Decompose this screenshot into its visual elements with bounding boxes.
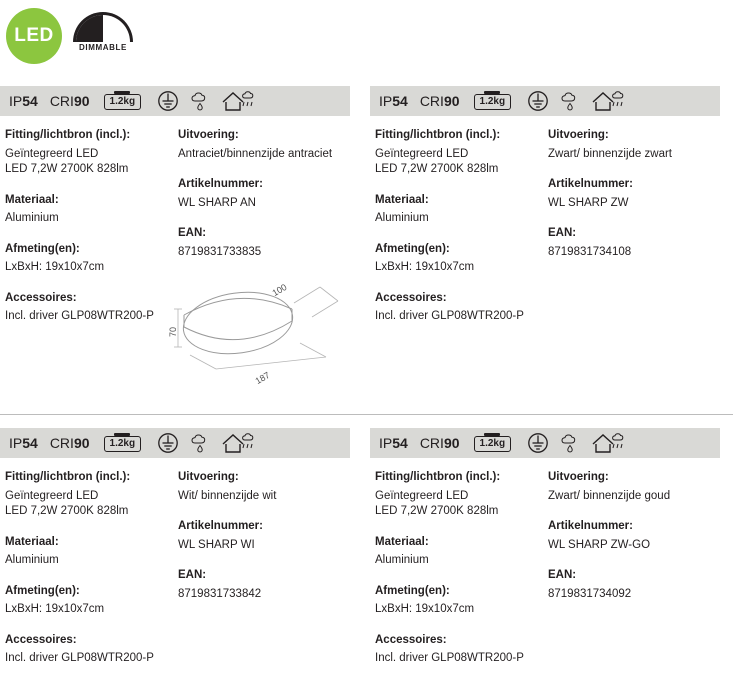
weight-value: 1.2kg [109,438,136,449]
field-accessoires: Accessoires: Incl. driver GLP08WTR200-P [5,291,154,323]
field-ean: EAN: 8719831734108 [548,227,632,258]
badge-row [0,0,733,72]
ip54-water-drop-icon [561,433,579,453]
dimmable-badge [68,12,138,60]
panel-column-left [5,470,170,682]
indoor-outdoor-house-icon [591,432,625,454]
drawing-dim-depth: 100 [270,281,289,299]
class-1-earth-icon [527,90,549,112]
field-artikelnummer: Artikelnummer: WL SHARP AN [178,178,263,209]
weight-icon [474,436,512,452]
field-fitting: Fitting/lichtbron (incl.): Geïntegreerd LED LED 7,2W 2700K 828lm [5,128,170,178]
field-accessoires: Accessoires: Incl. driver GLP08WTR200-P [375,633,524,665]
cri-rating: CRI90 [49,93,90,109]
field-fitting-value: Geïntegreerd LED LED 7,2W 2700K 828lm [375,147,499,176]
weight-icon [104,94,142,110]
panel-column-right [178,470,350,617]
led-badge-label: LED [14,25,54,46]
field-fitting: Fitting/lichtbron (incl.): Geïntegreerd LED LED 7,2W 2700K 828lm [5,470,170,520]
field-materiaal: Materiaal: Aluminium [5,193,59,225]
field-artikelnummer: Artikelnummer: WL SHARP ZW [548,178,633,209]
section-divider [0,414,733,415]
field-materiaal: Materiaal: Aluminium [375,535,429,567]
class-1-earth-icon [157,432,179,454]
field-fitting: Fitting/lichtbron (incl.): Geïntegreerd LED LED 7,2W 2700K 828lm [375,128,540,178]
product-variant-panel [0,428,350,665]
panel-body [370,458,720,665]
cri-rating: CRI90 [49,435,90,451]
field-uitvoering: Uitvoering: Zwart/ binnenzijde zwart [548,129,672,160]
cri-rating: CRI90 [419,93,460,109]
dimmable-arc-fill [73,12,103,42]
ip-rating: IP54 [9,435,38,451]
product-line-drawing [160,265,360,395]
panel-column-right [548,128,720,275]
ip54-water-drop-icon [561,91,579,111]
field-uitvoering: Uitvoering: Zwart/ binnenzijde goud [548,471,671,502]
class-1-earth-icon [527,432,549,454]
field-afmetingen: Afmeting(en): LxBxH: 19x10x7cm [5,242,105,274]
field-fitting: Fitting/lichtbron (incl.): Geïntegreerd LED LED 7,2W 2700K 828lm [375,470,540,520]
weight-value: 1.2kg [109,96,136,107]
cri-rating: CRI90 [419,435,460,451]
ip-rating: IP54 [379,93,408,109]
field-accessoires: Accessoires: Incl. driver GLP08WTR200-P [5,633,154,665]
field-materiaal: Materiaal: Aluminium [375,193,429,225]
spec-bar [0,428,350,458]
weight-icon [474,94,512,110]
spec-icon-group [157,90,255,112]
field-ean: EAN: 8719831734092 [548,569,632,600]
indoor-outdoor-house-icon [221,90,255,112]
drawing-dim-height: 70 [168,326,179,338]
indoor-outdoor-house-icon [221,432,255,454]
field-uitvoering: Uitvoering: Antraciet/binnenzijde antraciet [178,129,333,160]
ip54-water-drop-icon [191,91,209,111]
led-badge [6,8,62,64]
panel-column-right [548,470,720,617]
field-fitting-value: Geïntegreerd LED LED 7,2W 2700K 828lm [5,147,129,176]
spec-bar [370,86,720,116]
weight-icon-cap [114,91,130,94]
weight-value: 1.2kg [479,438,506,449]
panel-column-left [375,128,540,340]
field-artikelnummer: Artikelnummer: WL SHARP ZW-GO [548,520,651,551]
field-materiaal: Materiaal: Aluminium [5,535,59,567]
product-variant-panel [370,428,720,665]
field-ean: EAN: 8719831733842 [178,569,262,600]
field-fitting-value: Geïntegreerd LED LED 7,2W 2700K 828lm [5,489,129,518]
class-1-earth-icon [157,90,179,112]
drawing-dim-width: 187 [253,369,272,387]
field-afmetingen: Afmeting(en): LxBxH: 19x10x7cm [375,584,475,616]
field-afmetingen: Afmeting(en): LxBxH: 19x10x7cm [375,242,475,274]
ip-rating: IP54 [9,93,38,109]
weight-icon-cap [484,433,500,436]
field-accessoires: Accessoires: Incl. driver GLP08WTR200-P [375,291,524,323]
spec-bar [0,86,350,116]
field-ean: EAN: 8719831733835 [178,227,262,258]
panel-body [370,116,720,323]
indoor-outdoor-house-icon [591,90,625,112]
panel-column-left [375,470,540,682]
spec-icon-group [527,90,625,112]
weight-icon-cap [484,91,500,94]
weight-icon-cap [114,433,130,436]
field-fitting-value: Geïntegreerd LED LED 7,2W 2700K 828lm [375,489,499,518]
ip-rating: IP54 [379,435,408,451]
spec-bar [370,428,720,458]
field-uitvoering: Uitvoering: Wit/ binnenzijde wit [178,471,277,502]
spec-icon-group [157,432,255,454]
product-variant-panel [370,86,720,323]
weight-icon [104,436,142,452]
dimmable-arc-icon [73,12,133,42]
field-afmetingen: Afmeting(en): LxBxH: 19x10x7cm [5,584,105,616]
weight-value: 1.2kg [479,96,506,107]
panel-body [0,458,350,665]
spec-icon-group [527,432,625,454]
field-artikelnummer: Artikelnummer: WL SHARP WI [178,520,263,551]
panel-column-right [178,128,350,275]
ip54-water-drop-icon [191,433,209,453]
dimmable-badge-label: DIMMABLE [79,43,127,52]
panel-column-left [5,128,170,340]
